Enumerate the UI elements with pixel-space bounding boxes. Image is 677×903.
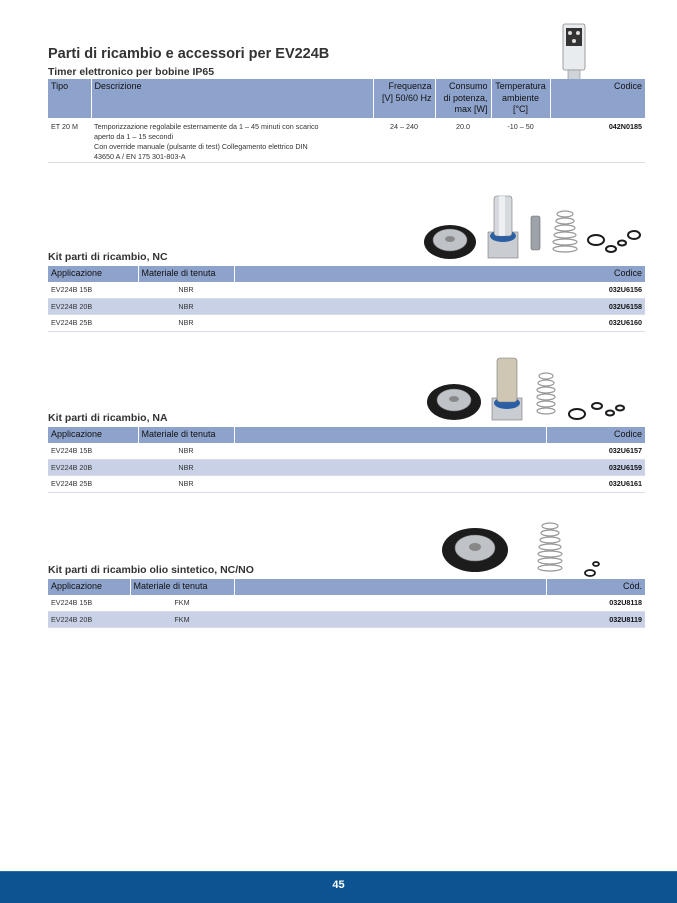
table-row xyxy=(48,476,645,493)
cell-materiale: NBR xyxy=(138,459,234,476)
cell-materiale: FKM xyxy=(130,595,234,612)
cell-materiale: NBR xyxy=(138,443,234,460)
col-applicazione: Applicazione xyxy=(48,427,138,443)
col-consumo xyxy=(435,79,491,118)
cell-codice: 032U6160 xyxy=(234,315,645,332)
kit-na-parts-image xyxy=(424,356,634,426)
timer-table xyxy=(48,79,645,163)
cell-materiale: NBR xyxy=(138,315,234,332)
cell-consumo: 20.0 xyxy=(435,118,491,163)
col-frequenza xyxy=(373,79,435,118)
cell-blank xyxy=(234,595,546,612)
table-row xyxy=(48,611,645,628)
cell-materiale: NBR xyxy=(138,476,234,493)
descrizione-line: 43650 A / EN 175 301-803-A xyxy=(94,151,186,161)
cell-blank xyxy=(234,476,546,493)
cell-materiale: NBR xyxy=(138,298,234,315)
col-consumo-line: max [W] xyxy=(454,104,488,114)
col-temperatura-line: [°C] xyxy=(512,104,529,114)
table-row xyxy=(48,282,645,299)
kit-nc-title: Kit parti di ricambio, NC xyxy=(48,251,168,263)
col-codice: Codice xyxy=(546,427,645,443)
table-row xyxy=(48,595,645,612)
page-number: 45 xyxy=(332,879,345,891)
cell-tipo: ET 20 M xyxy=(48,118,91,163)
kit-oil-parts-image xyxy=(438,518,608,580)
kit-nc-table xyxy=(48,266,645,332)
kit-nc-parts-image xyxy=(420,192,645,264)
kit-nc-header xyxy=(48,266,645,282)
cell-frequenza: 24 – 240 xyxy=(373,118,435,163)
col-frequenza-line: Frequenza xyxy=(388,81,432,91)
cell-blank xyxy=(234,443,546,460)
kit-na-header xyxy=(48,427,645,443)
cell-codice: 032U8119 xyxy=(546,611,645,628)
table-row xyxy=(48,118,645,163)
cell-applicazione: EV224B 20B xyxy=(48,611,130,628)
cell-materiale: NBR xyxy=(138,282,234,299)
kit-na-table xyxy=(48,427,645,493)
col-blank xyxy=(234,427,546,443)
col-blank xyxy=(234,579,546,595)
descrizione-line: Con override manuale (pulsante di test) Collegamento elettrico DIN xyxy=(94,141,308,151)
col-applicazione: Applicazione xyxy=(48,266,138,282)
descrizione-line: Temporizzazione regolabile esternamente da 1 – 45 minuti con scarico xyxy=(94,121,319,131)
cell-temperatura: -10 – 50 xyxy=(491,118,550,163)
timer-section-subtitle: Timer elettronico per bobine IP65 xyxy=(48,66,215,78)
cell-applicazione: EV224B 25B xyxy=(48,315,138,332)
cell-codice: 032U6161 xyxy=(546,476,645,493)
cell-codice: 032U6156 xyxy=(234,282,645,299)
col-consumo-line: Consumo xyxy=(448,81,488,91)
col-temperatura-line: Temperatura xyxy=(495,81,546,91)
col-consumo-line: di potenza, xyxy=(443,92,488,103)
timer-table-header xyxy=(48,79,645,118)
cell-applicazione: EV224B 20B xyxy=(48,459,138,476)
cell-codice: 032U6159 xyxy=(546,459,645,476)
col-tipo: Tipo xyxy=(48,79,91,118)
cell-codice: 032U6157 xyxy=(546,443,645,460)
col-materiale: Materiale di tenuta xyxy=(138,266,234,282)
kit-na-title: Kit parti di ricambio, NA xyxy=(48,412,168,424)
page-title: Parti di ricambio e accessori per EV224B xyxy=(48,46,330,62)
table-row xyxy=(48,459,645,476)
cell-blank xyxy=(234,611,546,628)
col-materiale: Materiale di tenuta xyxy=(138,427,234,443)
cell-applicazione: EV224B 15B xyxy=(48,443,138,460)
col-temperatura-line: ambiente xyxy=(501,92,540,103)
col-codice: Cód. xyxy=(546,579,645,595)
col-frequenza-line: [V] 50/60 Hz xyxy=(381,92,432,103)
cell-applicazione: EV224B 20B xyxy=(48,298,138,315)
table-row xyxy=(48,443,645,460)
descrizione-line: aperto da 1 – 15 secondi xyxy=(94,131,174,141)
col-temperatura xyxy=(491,79,550,118)
kit-oil-table xyxy=(48,579,645,628)
cell-codice: 032U8118 xyxy=(546,595,645,612)
cell-codice: 042N0185 xyxy=(550,118,645,163)
cell-blank xyxy=(234,459,546,476)
table-row xyxy=(48,315,645,332)
cell-applicazione: EV224B 15B xyxy=(48,282,138,299)
col-descrizione: Descrizione xyxy=(91,79,373,118)
cell-applicazione: EV224B 15B xyxy=(48,595,130,612)
cell-descrizione xyxy=(91,118,373,163)
col-materiale: Materiale di tenuta xyxy=(130,579,234,595)
kit-oil-header xyxy=(48,579,645,595)
col-codice: Codice xyxy=(550,79,645,118)
table-row xyxy=(48,298,645,315)
col-applicazione: Applicazione xyxy=(48,579,130,595)
cell-materiale: FKM xyxy=(130,611,234,628)
cell-applicazione: EV224B 25B xyxy=(48,476,138,493)
kit-oil-title: Kit parti di ricambio olio sintetico, NC/NO xyxy=(48,564,254,576)
col-codice: Codice xyxy=(234,266,645,282)
cell-codice: 032U6158 xyxy=(234,298,645,315)
